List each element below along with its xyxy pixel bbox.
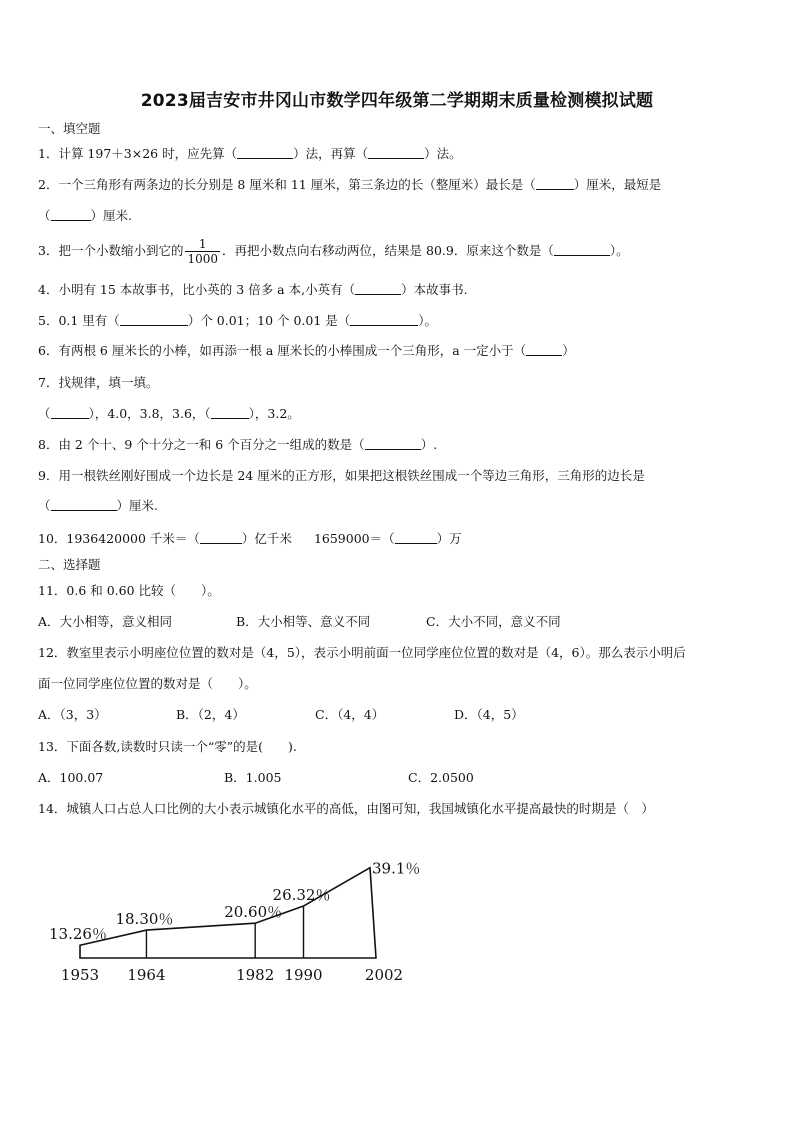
year-label-1982: 1982 [236,966,275,984]
option-b[interactable]: B．大小相等、意义不同 [236,614,371,629]
question-14: 14．城镇人口占总人口比例的大小表示城镇化水平的高低，由图可知，我国城镇化水平提高最快的时期是（ ） [38,801,654,816]
year-label-1990: 1990 [284,966,323,984]
question-13-options [38,770,764,786]
option-b[interactable]: B．（2，4） [176,707,245,722]
question-13: 13．下面各数,读数时只读一个“零”的是( ). [38,739,297,754]
section-multiple-choice: 二、选择题 [38,557,101,572]
exam-title: 2023届吉安市井冈山市数学四年级第二学期期末质量检测模拟试题 [140,91,654,111]
question-10: 10．1936420000 千米＝（ ）亿千米 1659000＝（ ）万 [38,531,462,546]
question-5: 5．0.1 里有（ ）个 0.01；10 个 0.01 是（ ）。 [38,313,438,328]
question-6: 6．有两根 6 厘米长的小棒，如再添一根 a 厘米长的小棒围成一个三角形，a 一定小于（ ） [38,343,575,358]
option-a[interactable]: A．（3，3） [38,707,107,722]
option-c[interactable]: C．（4，4） [315,707,385,722]
question-8: 8．由 2 个十、9 个十分之一和 6 个百分之一组成的数是（ ）. [38,437,438,452]
answer-blank[interactable] [526,343,562,356]
question-9: 9．用一根铁丝刚好围成一个边长是 24 厘米的正方形，如果把这根铁丝围成一个等边三角形，三角形的边长是 [38,468,645,483]
question-12-options [38,707,764,723]
answer-blank[interactable] [536,177,574,190]
question-1: 1．计算 197＋3×26 时，应先算（ ）法，再算（ ）法。 [38,146,462,161]
answer-blank[interactable] [120,313,188,326]
question-12: 12．教室里表示小明座位位置的数对是（4，5），表示小明前面一位同学座位位置的数对是（4，6）。那么表示小明后 [38,645,686,660]
question-9-cont: （ ）厘米. [38,498,158,513]
question-4: 4．小明有 15 本故事书，比小英的 3 倍多 a 本,小英有（ ）本故事书. [38,282,468,297]
option-c[interactable]: C．大小不同，意义不同 [426,614,561,629]
answer-blank[interactable] [355,282,401,295]
option-c[interactable]: C．2.0500 [408,770,474,785]
answer-blank[interactable] [51,498,117,511]
answer-blank[interactable] [211,406,249,419]
value-label-1953: 13.26％ [49,925,107,944]
year-label-2002: 2002 [364,966,404,984]
fraction: $\frac{1}{1000}$ [187,237,219,266]
value-label-1964: 18.30％ [115,910,174,929]
question-12-cont: 面一位同学座位位置的数对是（ ）。 [38,676,257,691]
value-label-1982: 20.60％ [224,903,283,922]
answer-blank[interactable] [51,406,89,419]
year-label-1964: 1964 [127,966,166,984]
question-7: 7．找规律，填一填。 [38,375,159,390]
question-11-options [38,614,764,630]
option-b[interactable]: B．1.005 [224,770,282,785]
answer-blank[interactable] [237,146,293,159]
question-2-cont: （ ）厘米. [38,208,132,223]
section-fill-in: 一、填空题 [38,121,101,136]
answer-blank[interactable] [51,208,91,221]
question-7-sequence: （ ），4.0，3.8，3.6，（ ），3.2。 [38,406,300,421]
option-a[interactable]: A．100.07 [38,770,104,785]
urbanization-chart [30,840,450,1020]
question-11: 11．0.6 和 0.60 比较（ ）。 [38,583,220,598]
answer-blank[interactable] [350,313,418,326]
value-label-1990: 26.32％ [272,886,331,905]
answer-blank[interactable] [200,531,242,544]
answer-blank[interactable] [395,531,437,544]
answer-blank[interactable] [368,146,424,159]
answer-blank[interactable] [554,243,610,256]
year-label-1953: 1953 [60,966,100,984]
value-label-2002: 39.1％ [372,859,421,878]
option-d[interactable]: D．（4，5） [454,707,524,722]
question-2: 2．一个三角形有两条边的长分别是 8 厘米和 11 厘米，第三条边的长（整厘米）最长是（ ）厘米，最短是 [38,177,662,192]
option-a[interactable]: A．大小相等，意义相同 [38,614,173,629]
answer-blank[interactable] [365,437,421,450]
question-3: 3．把一个小数缩小到它的 $\frac{1}{1000}$ ．再把小数点向右移动两位，结果是 80.9．原来这个数是（ ）。 [38,237,629,266]
